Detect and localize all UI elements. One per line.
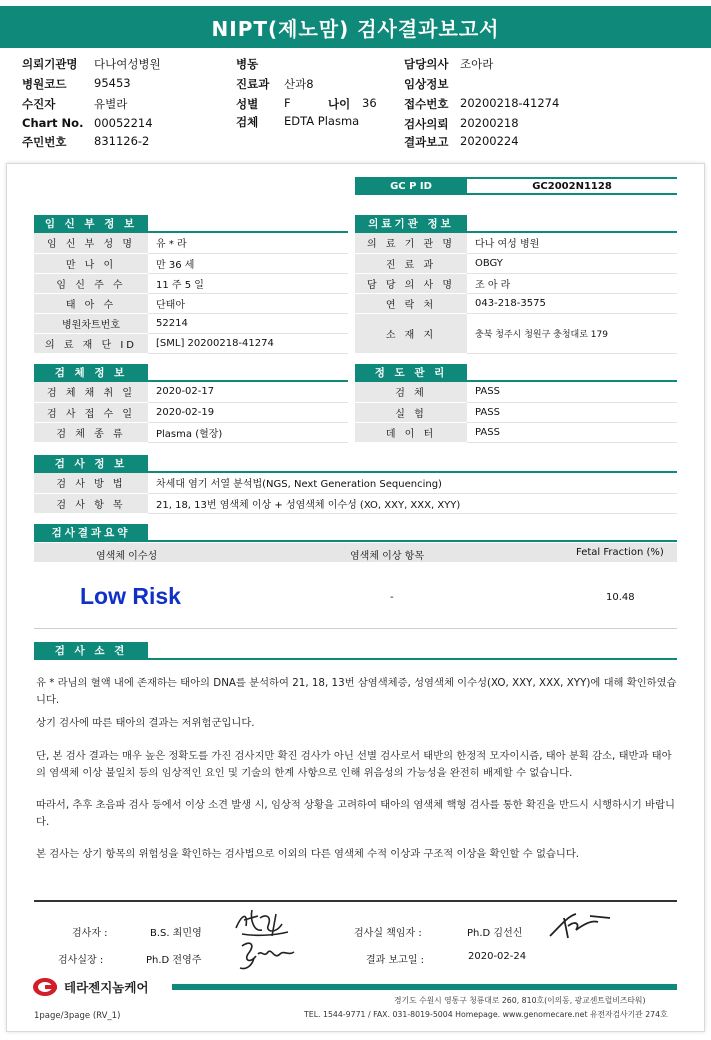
page-indicator: 1page/3page (RV_1) bbox=[34, 1011, 121, 1021]
lab-director-signature-image bbox=[546, 908, 614, 942]
chief-signature-image bbox=[236, 938, 300, 972]
institution-table bbox=[355, 233, 677, 354]
qc-value: PASS bbox=[467, 382, 677, 402]
clinical-label: 임상정보 bbox=[404, 77, 449, 91]
summary-col-abnormal: 염색체 이상 항목 bbox=[350, 551, 424, 562]
specimen-value: Plasma (혈장) bbox=[148, 422, 348, 442]
table-row bbox=[355, 293, 677, 313]
findings-paragraph-2: 상기 검사에 따른 태아의 결과는 저위험군입니다. bbox=[36, 717, 255, 729]
request-value: 20200218 bbox=[460, 116, 519, 130]
pregnancy-key: 만 나 이 bbox=[34, 253, 148, 273]
tester-label: 검사자 : bbox=[72, 928, 108, 939]
specimen-value: 2020-02-17 bbox=[148, 382, 348, 402]
summary-section-title: 검사결과요약 bbox=[34, 524, 148, 541]
table-row bbox=[355, 402, 677, 422]
abnormal-value: - bbox=[390, 592, 394, 603]
report-date-value: 20200224 bbox=[460, 134, 519, 148]
findings-paragraph-5: 본 검사는 상기 항목의 위험성을 확인하는 검사법으로 이외의 다른 염색체 수적 이상과 구조적 이상을 확인할 수 없습니다. bbox=[36, 848, 580, 860]
dept-label: 진료과 bbox=[236, 77, 270, 91]
patient-label: 수진자 bbox=[22, 97, 56, 111]
pregnancy-value: 단태아 bbox=[148, 293, 348, 313]
lab-director-value: Ph.D 김선신 bbox=[467, 928, 523, 939]
qc-section-title: 정 도 관 리 bbox=[355, 364, 467, 381]
institution-key: 담 당 의 사 명 bbox=[355, 273, 467, 293]
findings-paragraph-4: 따라서, 추후 초음파 검사 등에서 이상 소견 발생 시, 임상적 상황을 고려하여 태아의 염색체 핵형 검사를 통한 확진을 반드시 시행하시기 바랍니다. bbox=[36, 799, 675, 828]
fetal-fraction-value: 10.48 bbox=[606, 592, 635, 603]
specimen-section-title: 검 체 정 보 bbox=[34, 364, 148, 381]
doctor-value: 조아라 bbox=[460, 57, 494, 71]
test-key: 검 사 항 목 bbox=[34, 493, 148, 513]
company-name: 테라젠지놈케어 bbox=[64, 980, 149, 995]
company-contact: TEL. 1544-9771 / FAX. 031-8019-5004 Homepage. www.genomecare.net 유전자검사기관 274호 bbox=[304, 1010, 668, 1019]
result-date-label: 결과 보고일 : bbox=[366, 955, 425, 966]
qc-table bbox=[355, 382, 677, 443]
report-date-label: 결과보고 bbox=[404, 135, 449, 149]
specimen-key: 검 사 접 수 일 bbox=[34, 402, 148, 422]
test-section-title: 검 사 정 보 bbox=[34, 455, 148, 472]
receipt-label: 접수번호 bbox=[404, 97, 449, 111]
request-label: 검사의뢰 bbox=[404, 117, 449, 131]
dept-value: 산과8 bbox=[284, 77, 314, 91]
summary-section-rule bbox=[34, 540, 677, 542]
risk-result: Low Risk bbox=[80, 583, 181, 609]
table-row bbox=[34, 473, 677, 493]
summary-col-aneuploidy: 염색체 이수성 bbox=[96, 551, 158, 562]
table-row bbox=[34, 402, 348, 422]
test-value: 차세대 염기 서열 분석법(NGS, Next Generation Sequencing) bbox=[148, 473, 677, 493]
report-header bbox=[22, 56, 692, 156]
ward-label: 병동 bbox=[236, 57, 259, 71]
footer-accent-bar bbox=[172, 984, 677, 990]
pregnancy-section-title: 임 신 부 정 보 bbox=[34, 215, 148, 232]
institution-value: 충북 청주시 청원구 충청대로 179 bbox=[467, 313, 677, 353]
specimen-key: 검 체 채 취 일 bbox=[34, 382, 148, 402]
findings-section-rule bbox=[34, 658, 677, 660]
result-date-value: 2020-02-24 bbox=[468, 951, 527, 962]
pregnancy-value: [SML] 20200218-41274 bbox=[148, 333, 348, 353]
receipt-value: 20200218-41274 bbox=[460, 96, 560, 110]
specimen-value: 2020-02-19 bbox=[148, 402, 348, 422]
chief-label: 검사실장 : bbox=[58, 955, 104, 966]
id-value: 831126-2 bbox=[94, 134, 150, 148]
table-row bbox=[34, 233, 348, 253]
specimen-label: 검체 bbox=[236, 115, 259, 129]
pregnancy-value: 만 36 세 bbox=[148, 253, 348, 273]
qc-key: 실 험 bbox=[355, 402, 467, 422]
findings-paragraph-3: 단, 본 검사 결과는 매우 높은 정확도를 가진 검사지만 확진 검사가 아닌 선별 검사로서 태반의 한정적 모자이시즘, 태아 분획 감소, 태반과 태아의 염색체 이상 불일치 등의 임상적인 요인 및 기술의 한계 사항으로 인해 위음성의 가능성을 완전히 배제할 수 없습니다. bbox=[36, 750, 672, 779]
table-row bbox=[355, 382, 677, 402]
table-row bbox=[34, 313, 348, 333]
test-key: 검 사 방 법 bbox=[34, 473, 148, 493]
findings-paragraph-1: 유 * 라님의 혈액 내에 존재하는 태아의 DNA를 분석하여 21, 18, 13번 삼염색체증, 성염색체 이수성(XO, XXY, XXX, XYY)에 대해 확인하였습니다. bbox=[36, 677, 677, 706]
table-row bbox=[355, 273, 677, 293]
institution-value: 043-218-3575 bbox=[467, 293, 677, 313]
specimen-table bbox=[34, 382, 348, 443]
lab-director-label: 검사실 책임자 : bbox=[354, 928, 422, 939]
pregnancy-key: 의 료 재 단 ID bbox=[34, 333, 148, 353]
pregnancy-table bbox=[34, 233, 348, 354]
hospital-code-label: 병원코드 bbox=[22, 77, 67, 91]
company-logo bbox=[32, 976, 149, 998]
table-row bbox=[34, 493, 677, 513]
pregnancy-key: 병원차트번호 bbox=[34, 313, 148, 333]
qc-value: PASS bbox=[467, 402, 677, 422]
findings-section-title: 검 사 소 견 bbox=[34, 642, 148, 659]
institution-value: 다나 여성 병원 bbox=[467, 233, 677, 253]
table-row bbox=[34, 253, 348, 273]
table-row bbox=[34, 333, 348, 353]
report-title: NIPT(제노맘) 검사결과보고서 bbox=[0, 6, 711, 48]
specimen-value: EDTA Plasma bbox=[284, 114, 360, 128]
institution-key: 연 락 처 bbox=[355, 293, 467, 313]
institution-key: 진 료 과 bbox=[355, 253, 467, 273]
age-label: 나이 bbox=[328, 97, 351, 111]
tester-signature-image bbox=[232, 906, 294, 940]
institution-value: OBGY bbox=[467, 253, 677, 273]
institution-section-title: 의료기관 정보 bbox=[355, 215, 467, 232]
institution-key: 의 료 기 관 명 bbox=[355, 233, 467, 253]
pregnancy-key: 임 신 주 수 bbox=[34, 273, 148, 293]
institution-key: 소 재 지 bbox=[355, 313, 467, 353]
table-row bbox=[34, 422, 348, 442]
gcpid-value: GC2002N1128 bbox=[467, 177, 677, 195]
test-value: 21, 18, 13번 염색체 이상 + 성염색체 이수성 (XO, XXY, XXX, XYY) bbox=[148, 493, 677, 513]
qc-key: 데 이 터 bbox=[355, 422, 467, 442]
patient-value: 유별라 bbox=[94, 97, 128, 111]
id-label: 주민번호 bbox=[22, 135, 67, 149]
table-row bbox=[355, 313, 677, 353]
table-row bbox=[355, 422, 677, 442]
gcpid-label: GC P ID bbox=[355, 177, 467, 195]
institution-value: 조 아 라 bbox=[467, 273, 677, 293]
age-value: 36 bbox=[362, 96, 377, 110]
pregnancy-key: 태 아 수 bbox=[34, 293, 148, 313]
table-row bbox=[34, 382, 348, 402]
summary-col-fetal-fraction: Fetal Fraction (%) bbox=[576, 547, 664, 558]
table-row bbox=[355, 253, 677, 273]
company-logo-icon bbox=[32, 977, 58, 997]
qc-value: PASS bbox=[467, 422, 677, 442]
gcpid-box bbox=[355, 177, 677, 195]
signature-top-rule bbox=[34, 900, 677, 902]
pregnancy-value: 유 * 라 bbox=[148, 233, 348, 253]
table-row bbox=[34, 273, 348, 293]
summary-header-row bbox=[34, 543, 677, 562]
institution-value: 다나여성병원 bbox=[94, 57, 161, 71]
hospital-code-value: 95453 bbox=[94, 76, 131, 90]
table-row bbox=[34, 293, 348, 313]
qc-key: 검 체 bbox=[355, 382, 467, 402]
pregnancy-value: 52214 bbox=[148, 313, 348, 333]
sex-label: 성별 bbox=[236, 97, 259, 111]
chart-label: Chart No. bbox=[22, 116, 84, 130]
specimen-key: 검 체 종 류 bbox=[34, 422, 148, 442]
summary-divider bbox=[34, 628, 677, 629]
tester-value: B.S. 최민영 bbox=[150, 928, 202, 939]
table-row bbox=[355, 233, 677, 253]
doctor-label: 담당의사 bbox=[404, 57, 449, 71]
chart-value: 00052214 bbox=[94, 116, 153, 130]
sex-value: F bbox=[284, 96, 291, 110]
pregnancy-value: 11 주 5 일 bbox=[148, 273, 348, 293]
pregnancy-key: 임 신 부 성 명 bbox=[34, 233, 148, 253]
test-table bbox=[34, 473, 677, 514]
institution-label: 의뢰기관명 bbox=[22, 57, 78, 71]
chief-value: Ph.D 전영주 bbox=[146, 955, 202, 966]
company-address: 경기도 수원시 영통구 청룡대로 260, 810호(이의동, 광교센트럴비즈타워) bbox=[394, 996, 646, 1005]
